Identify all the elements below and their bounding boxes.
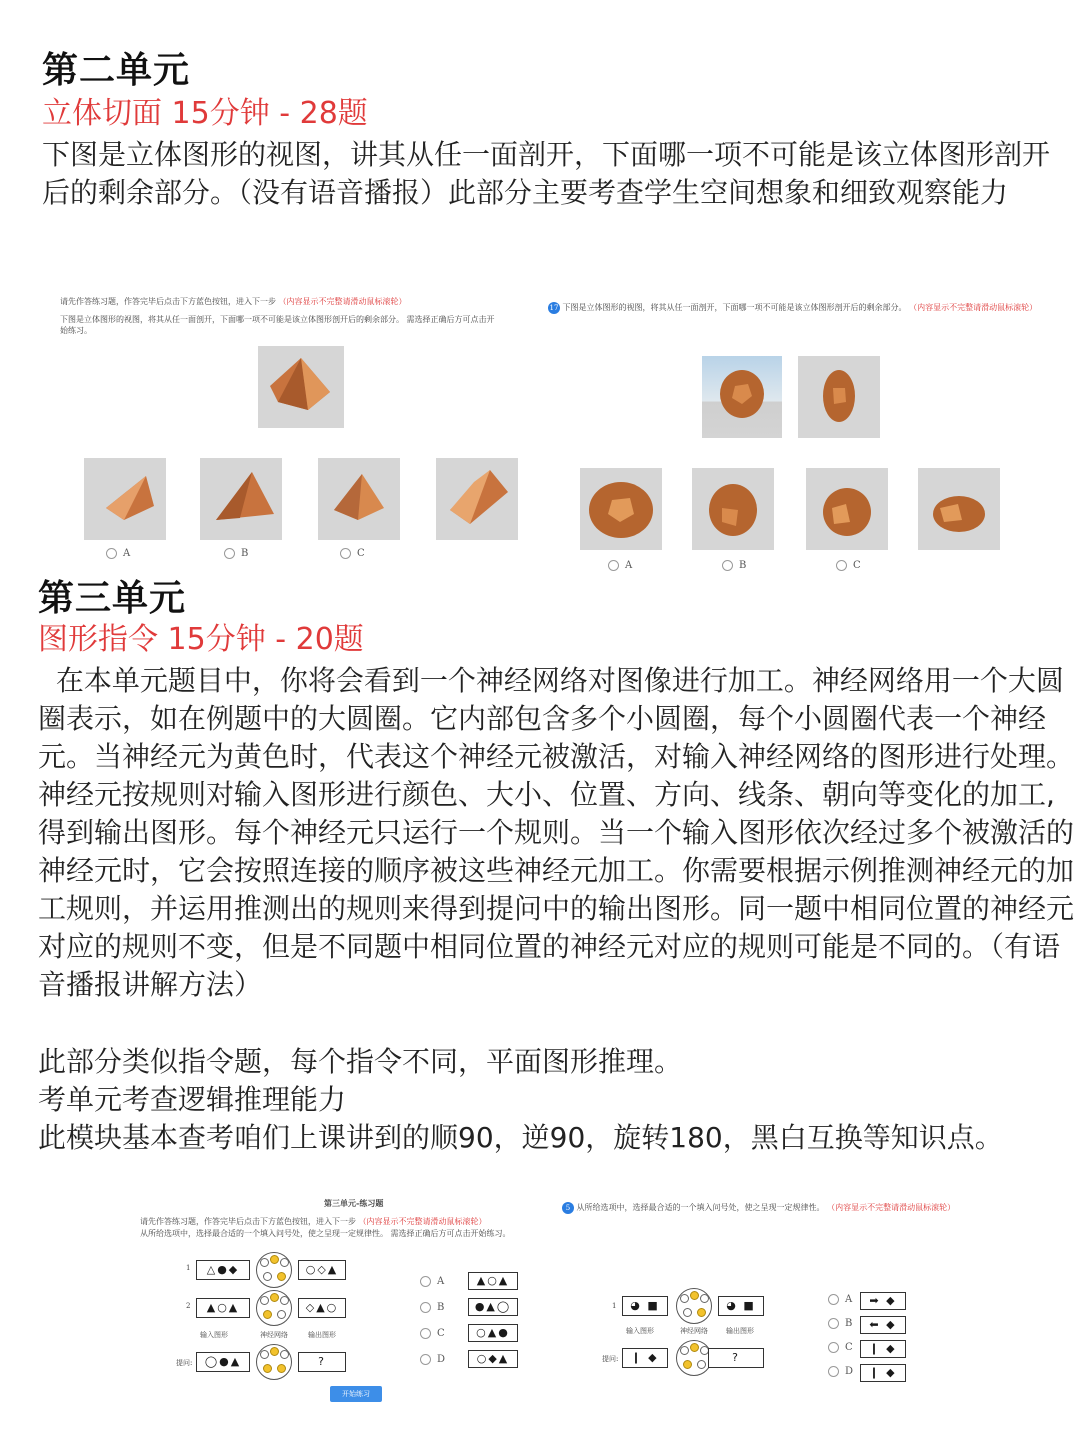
instruction-text: 请先作答练习题，作答完毕后点击下方蓝色按钮，进入下一步 [60, 297, 276, 306]
radio-icon[interactable] [828, 1366, 839, 1377]
option-label: B [739, 560, 747, 571]
option-label: C [845, 1342, 853, 1353]
question-text: 从所给选项中，选择最合适的一个填入问号处，使之呈现一定规律性。 需选择正确后方可点击开始练习。 [140, 1229, 511, 1238]
column-label: 神经网络 [680, 1327, 708, 1335]
column-label: 输入图形 [626, 1327, 654, 1335]
unit2-title: 第二单元 [42, 50, 191, 91]
piece-b-image [200, 458, 282, 540]
option-c-figure[interactable]: ○▲● [468, 1324, 518, 1342]
option-label: A [625, 560, 633, 571]
radio-icon[interactable] [420, 1276, 431, 1287]
option-b-figure[interactable]: ⬅ ◆ [860, 1316, 906, 1334]
piece-a-image [84, 458, 166, 540]
input-figure-box: △●◆ [196, 1260, 250, 1280]
row-number: 1 [612, 1302, 617, 1310]
option-c[interactable] [828, 1342, 853, 1353]
option-d[interactable] [828, 1366, 853, 1377]
radio-icon[interactable] [420, 1302, 431, 1313]
radio-icon[interactable] [828, 1318, 839, 1329]
radio-icon[interactable] [828, 1294, 839, 1305]
piece-a-image [580, 468, 662, 550]
option-label: A [845, 1294, 853, 1305]
unit3-note-2: 考单元考查逻辑推理能力 [38, 1083, 347, 1116]
option-label: D [437, 1354, 446, 1365]
radio-icon[interactable] [340, 548, 351, 559]
question-text: 下图是立体图形的视图，将其从任一面剖开，下面哪一项不可能是该立体图形剖开后的剩余部分。 [562, 303, 907, 312]
unit2-left-screenshot [56, 296, 546, 576]
input-figure-box: ▲○▲ [196, 1298, 250, 1318]
unit3-right-screenshot [562, 1200, 982, 1390]
radio-icon[interactable] [722, 560, 733, 571]
radio-icon[interactable] [106, 548, 117, 559]
instruction-text: 请先作答练习题，作答完毕后点击下方蓝色按钮，进入下一步 [140, 1217, 356, 1226]
neural-network-icon [676, 1288, 712, 1324]
unit3-left-screenshot [140, 1196, 540, 1408]
column-label: 输出图形 [308, 1331, 336, 1339]
unit2-description: 下图是立体图形的视图，讲其从任一面剖开，下面哪一项不可能是该立体图形剖开后的剩余部分。（没有语音播报）此部分主要考查学生空间想象和细致观察能力 [42, 138, 1051, 209]
option-d-figure[interactable]: ❙ ◆ [860, 1364, 906, 1382]
piece-b-image [692, 468, 774, 550]
radio-icon[interactable] [420, 1354, 431, 1365]
question-label: 提问: [176, 1359, 193, 1367]
radio-icon[interactable] [224, 548, 235, 559]
option-label: A [123, 548, 131, 559]
question-number-badge: 5 [562, 1202, 574, 1214]
option-c[interactable] [836, 560, 861, 571]
radio-icon[interactable] [836, 560, 847, 571]
output-figure-box: ◕ ■ [718, 1296, 764, 1316]
option-label: D [845, 1366, 854, 1377]
question-input-box: ◯●▲ [196, 1352, 250, 1372]
scroll-hint: （内容显示不完整请滑动鼠标滚轮） [827, 1203, 956, 1212]
radio-icon[interactable] [608, 560, 619, 571]
solid-view-image [702, 356, 782, 438]
panel-heading: 第三单元-练习题 [324, 1198, 384, 1208]
neural-network-icon [256, 1344, 292, 1380]
unit2-subtitle: 立体切面 15分钟 - 28题 [42, 96, 368, 131]
start-practice-button[interactable]: 开始练习 [330, 1386, 382, 1402]
question-input-box: ❙ ◆ [622, 1348, 668, 1368]
scroll-hint: （内容显示不完整请滑动鼠标滚轮） [909, 303, 1038, 312]
option-label: B [437, 1302, 445, 1313]
unit3-note-3: 此模块基本查考咱们上课讲到的顺90，逆90，旋转180，黑白互换等知识点。 [38, 1121, 1003, 1154]
unit3-subtitle: 图形指令 15分钟 - 20题 [38, 622, 364, 657]
scroll-hint: （内容显示不完整请滑动鼠标滚轮） [358, 1217, 487, 1226]
scroll-hint: （内容显示不完整请滑动鼠标滚轮） [278, 297, 407, 306]
row-number: 1 [186, 1264, 191, 1272]
question-number-badge: 17 [549, 304, 559, 312]
row-number: 2 [186, 1302, 191, 1310]
unit3-note-1: 此部分类似指令题，每个指令不同，平面图形推理。 [38, 1045, 683, 1078]
input-figure-box: ◕ ■ [622, 1296, 668, 1316]
option-d[interactable] [420, 1354, 445, 1365]
option-a[interactable] [420, 1276, 444, 1287]
option-d-figure[interactable]: ○◆▲ [468, 1350, 518, 1368]
option-b[interactable] [420, 1302, 444, 1313]
output-figure-box: ○◇▲ [298, 1260, 346, 1280]
column-label: 输入图形 [200, 1331, 228, 1339]
unit3-title: 第三单元 [38, 578, 187, 619]
question-text: 下图是立体图形的视图，将其从任一面剖开，下面哪一项不可能是该立体图形剖开后的剩余部分。 需选择正确后方可点击开始练习。 [60, 315, 495, 335]
piece-d-image [918, 468, 1000, 550]
piece-d-image [436, 458, 518, 540]
option-a[interactable] [828, 1294, 852, 1305]
question-output-box: ? [708, 1348, 764, 1368]
option-label: B [845, 1318, 853, 1329]
neural-network-icon [256, 1290, 292, 1326]
option-b[interactable] [722, 560, 746, 571]
unit2-right-screenshot [548, 302, 1048, 576]
option-b-figure[interactable]: ●▲◯ [468, 1298, 518, 1316]
radio-icon[interactable] [420, 1328, 431, 1339]
solid-side-image [798, 356, 880, 438]
neural-network-icon [676, 1340, 712, 1376]
solid-view-image [258, 346, 344, 428]
output-figure-box: ◇▲○ [298, 1298, 346, 1318]
option-a[interactable] [608, 560, 632, 571]
option-a-figure[interactable]: ➡ ◆ [860, 1292, 906, 1310]
option-a-figure[interactable]: ▲○▲ [468, 1272, 518, 1290]
option-label: A [437, 1276, 445, 1287]
radio-icon[interactable] [828, 1342, 839, 1353]
option-label: C [853, 560, 861, 571]
unit3-description: 在本单元题目中，你将会看到一个神经网络对图像进行加工。神经网络用一个大圆圈表示，如在例题中的大圆圈。它内部包含多个小圆圈，每个小圆圈代表一个神经元。当神经元为黄色时，代表这个神经元被激活，对输入神经网络的图形进行处理。神经元按规则对输入图形进行颜色、大小、位置、方向、线条、朝向等变化的加工,得到输出图形。每个神经元只运行一个规则。当一个输入图形依次经过多个被激活的神经元时，它会按照连接的顺序被这些神经元加工。你需要根据示例推测神经元的加工规则，并运用推测出的规则来得到提问中的输出图形。同一题中相同位置的神经元对应的规则不变，但是不同题中相同位置的神经元对应的规则可能是不同的。（有语音播报讲解方法） [38, 664, 1075, 1001]
piece-c-image [806, 468, 888, 550]
question-label: 提问: [602, 1355, 619, 1363]
neural-network-icon [256, 1252, 292, 1288]
option-a[interactable] [106, 548, 130, 559]
option-c[interactable] [420, 1328, 445, 1339]
option-label: C [437, 1328, 445, 1339]
option-b[interactable] [224, 548, 248, 559]
option-b[interactable] [828, 1318, 852, 1329]
question-text: 从所给选项中，选择最合适的一个填入问号处，使之呈现一定规律性。 [576, 1203, 825, 1212]
option-label: B [241, 548, 249, 559]
option-c-figure[interactable]: ❙ ◆ [860, 1340, 906, 1358]
option-label: C [357, 548, 365, 559]
option-c[interactable] [340, 548, 365, 559]
column-label: 神经网络 [260, 1331, 288, 1339]
question-output-box: ? [298, 1352, 346, 1372]
column-label: 输出图形 [726, 1327, 754, 1335]
piece-c-image [318, 458, 400, 540]
